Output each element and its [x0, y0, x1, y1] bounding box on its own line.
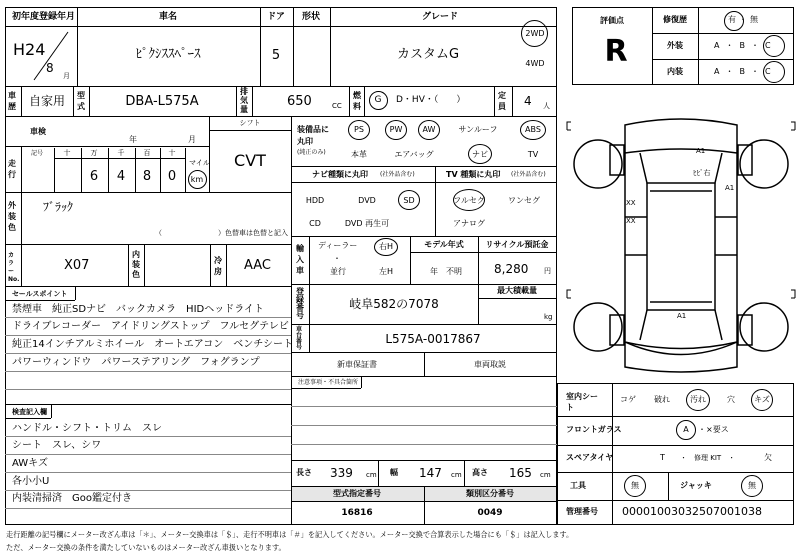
- mileage-digit-2: 4: [116, 169, 126, 184]
- damage-a1-front: A1: [696, 147, 706, 155]
- length-label: 長さ: [296, 468, 312, 477]
- car-name-label: 車名: [158, 12, 178, 22]
- door-label: ドア: [267, 12, 285, 22]
- chassis-value: L575A-0017867: [385, 332, 481, 346]
- inspector-line-3: AWキズ: [12, 458, 48, 469]
- equipment-label-3: (純正のみ): [297, 149, 326, 156]
- import-left-h: 左H: [378, 267, 394, 276]
- width-cm: cm: [451, 471, 462, 479]
- import-label: 輸入車: [296, 244, 304, 275]
- tools-none: 無: [631, 481, 639, 490]
- ac-label: 冷房: [214, 256, 222, 276]
- mileage-unit-1: 十: [63, 149, 71, 157]
- navi-sd: SD: [403, 196, 415, 205]
- damage-xs-front: ﾋﾋﾞ右: [693, 169, 711, 177]
- door-count: 5: [271, 48, 281, 63]
- equip-navi: ナビ: [472, 150, 488, 159]
- damage-xx-left-2: XX: [626, 217, 636, 225]
- recycle-value: 8,280: [494, 262, 529, 276]
- seat-yabure: 破れ: [654, 395, 670, 404]
- navi-kind-title: ナビ種類に丸印: [312, 170, 368, 179]
- mileage-label: 走行: [8, 159, 16, 179]
- fuel-label: 燃料: [353, 91, 361, 111]
- equip-ps: PS: [354, 125, 364, 134]
- chassis-label: 車台番号: [296, 326, 303, 351]
- car-manual: 車両取説: [474, 360, 506, 369]
- color-no-label: カラーNo.: [8, 252, 20, 283]
- seat-label: 室内シート: [566, 392, 598, 412]
- load-label: 最大積載量: [497, 286, 537, 295]
- equipment-label-1: 装備品に: [297, 125, 329, 134]
- equip-airbag: エアバッグ: [394, 150, 434, 159]
- inspector-line-5: 内装清掃済 Goo鑑定付き: [12, 493, 132, 504]
- length-value: 339: [330, 466, 353, 480]
- seat-kizu: キズ: [754, 395, 770, 404]
- displacement-label: 排気量: [240, 87, 248, 114]
- height-label: 高さ: [472, 468, 488, 477]
- import-parallel: 並行: [330, 267, 346, 276]
- navi-cd: CD: [309, 219, 321, 228]
- color-label: 外装色: [8, 201, 16, 232]
- import-dot: ・: [333, 254, 341, 263]
- navi-dvd-play: DVD 再生可: [344, 219, 390, 228]
- length-cm: cm: [366, 471, 377, 479]
- registration-value: 岐阜582の7078: [349, 297, 439, 311]
- damage-a1-right: A1: [725, 184, 735, 192]
- height-value: 165: [509, 466, 532, 480]
- navi-dvd: DVD: [358, 196, 376, 205]
- reg-year-label: 初年度登録年月: [12, 12, 76, 22]
- footer-line-2: ただ、メーター交換の条件を満たしていないものはメーター改ざん車扱いとなります。: [6, 543, 286, 552]
- jack-label: ジャッキ: [680, 481, 712, 490]
- tv-oneseg: ワンセグ: [508, 196, 540, 205]
- shift-label: シフト: [239, 119, 261, 127]
- footer-line-1: 走行距離の記号欄にメーター改ざん車は「＊」、メーター交換車は「＄」、走行不明車は「＃」を記入してください。メーター交換で合算表示した場合にも「＄」は記入します。: [6, 530, 574, 539]
- import-right-h: 右H: [378, 242, 394, 251]
- month-unit: 月: [63, 72, 70, 80]
- model-year-unknown: 年 不明: [430, 267, 462, 276]
- inspection-year: 年: [129, 135, 137, 144]
- tv-fullseg: フルセグ: [453, 196, 485, 205]
- manage-label: 管理番号: [566, 507, 598, 516]
- reg-month: 8: [46, 61, 54, 75]
- usage: 自家用: [29, 94, 66, 108]
- sales-line-1: 禁煙車 純正SDナビ バックカメラ HIDヘッドライト: [12, 304, 264, 315]
- equip-tv: TV: [527, 150, 539, 159]
- height-cm: cm: [540, 471, 551, 479]
- mile-label: マイル: [189, 159, 210, 167]
- displacement: 650: [287, 94, 312, 109]
- seat-yogore: 汚れ: [690, 395, 706, 404]
- tv-kind-note: (社外品含む): [511, 171, 546, 178]
- inspection-label: 車検: [30, 127, 46, 136]
- yen-unit: 円: [544, 267, 551, 275]
- notes-label: 注意事項・不具合箇所: [298, 379, 359, 386]
- fuel-others: D・HV・（ ）: [396, 95, 466, 105]
- type-num-label: 型式指定番号: [333, 489, 381, 498]
- kg-unit: kg: [544, 313, 553, 321]
- seat-koge: コゲ: [620, 395, 636, 404]
- interior-score-label: 内装: [667, 67, 683, 76]
- inspector-label: 検査記入欄: [12, 408, 47, 416]
- inspector-line-1: ハンドル・シフト・トリム スレ: [12, 423, 162, 434]
- sales-label: セールスポイント: [12, 290, 68, 298]
- vehicle-history-label: 車歴: [8, 91, 16, 111]
- capacity-label: 定員: [498, 91, 506, 111]
- mileage-unit-2: 万: [90, 149, 98, 157]
- interior-grades: A・B・C: [714, 67, 777, 76]
- car-diagram: [565, 105, 797, 380]
- ac-value: AAC: [244, 258, 271, 273]
- mileage-digit-1: 6: [89, 169, 99, 184]
- seat-ana: 穴: [727, 395, 735, 404]
- color-note: （ ）色替車は色替と記入: [155, 229, 288, 237]
- spare-kit: ・ 修理 KIT ・: [680, 454, 736, 462]
- repair-value: 有・無: [728, 15, 761, 24]
- grade-label: グレード: [421, 12, 459, 22]
- mileage-unit-5: 十: [168, 149, 176, 157]
- recycle-label: リサイクル預託金: [485, 240, 549, 249]
- model-year-label: モデル年式: [424, 240, 464, 249]
- class-num-label: 類別区分番号: [466, 489, 514, 498]
- grade: カスタムG: [396, 47, 460, 62]
- equip-leather: 本革: [351, 150, 367, 159]
- mileage-unit-3: 千: [117, 149, 125, 157]
- width-label: 幅: [390, 468, 398, 477]
- cc-unit: CC: [332, 102, 342, 110]
- navi-hdd: HDD: [305, 196, 325, 205]
- inspector-line-2: シート スレ、シワ: [12, 440, 102, 451]
- drive-2wd: 2WD: [525, 29, 545, 38]
- spare-none: 欠: [764, 453, 772, 462]
- type-num-value: 16816: [341, 508, 373, 518]
- car-name: ﾋﾟｸｼｽｽﾍﾟｰｽ: [135, 47, 201, 62]
- new-car-warranty: 新車保証書: [337, 360, 377, 369]
- model-code: DBA-L575A: [125, 94, 199, 109]
- person-unit: 人: [543, 102, 550, 110]
- exterior-label: 外装: [667, 41, 683, 50]
- damage-xx-left: XX: [626, 199, 636, 207]
- shape-label: 形状: [301, 12, 321, 22]
- tv-analog: アナログ: [453, 219, 485, 228]
- spare-t: T: [660, 453, 665, 462]
- import-dealer: ディーラー: [318, 241, 358, 250]
- manage-value: 00001003032507001038: [622, 505, 762, 518]
- mileage-digit-3: 8: [142, 169, 152, 184]
- registration-label: 登録番号: [296, 287, 304, 320]
- glass-rest: ・×要ス: [698, 425, 729, 434]
- class-num-value: 0049: [477, 508, 503, 518]
- km-label: km: [190, 175, 204, 184]
- equip-pw: PW: [389, 125, 403, 134]
- model-label: 型式: [77, 91, 85, 111]
- inspection-month: 月: [188, 135, 196, 144]
- sales-line-2: ドライブレコーダー アイドリングストップ フルセグテレビ: [12, 321, 289, 332]
- equip-aw: AW: [422, 125, 436, 134]
- score-value: R: [604, 34, 628, 69]
- equipment-label-2: 丸印: [297, 137, 313, 146]
- sales-line-3: 純正14インチアルミホイール オートエアコン ベンチシート: [12, 339, 294, 350]
- glass-label: フロントガラス: [566, 425, 622, 434]
- tools-label: 工具: [570, 481, 586, 490]
- interior-color-label: 内装色: [132, 250, 140, 279]
- record-label: 記号: [31, 150, 44, 157]
- equip-sunroof: サンルーフ: [458, 125, 498, 134]
- color-value: ﾌﾞﾗｯｸ: [43, 200, 74, 214]
- score-label: 評価点: [600, 16, 624, 25]
- mileage-digit-4: 0: [167, 169, 177, 184]
- fuel-g: G: [374, 95, 382, 105]
- color-no-value: X07: [64, 258, 90, 273]
- sales-line-4: パワーウィンドウ パワーステアリング フォグランプ: [12, 357, 260, 368]
- repair-label: 修復歴: [663, 15, 687, 24]
- drive-4wd: 4WD: [525, 59, 545, 68]
- capacity: 4: [524, 94, 532, 108]
- navi-kind-note: (社外品含む): [380, 171, 415, 178]
- glass-a: A: [683, 425, 689, 434]
- jack-none: 無: [748, 481, 756, 490]
- damage-a1-rear: A1: [677, 312, 687, 320]
- equip-abs: ABS: [525, 125, 541, 134]
- era-year: H24: [13, 40, 46, 59]
- width-value: 147: [419, 466, 442, 480]
- shift-value: CVT: [234, 151, 266, 170]
- spare-label: スペアタイヤ: [566, 453, 614, 462]
- exterior-grades: A・B・C: [714, 41, 777, 50]
- inspector-line-4: 各小小U: [12, 476, 50, 487]
- mileage-unit-4: 百: [143, 149, 151, 157]
- tv-kind-title: TV 種類に丸印: [446, 170, 501, 179]
